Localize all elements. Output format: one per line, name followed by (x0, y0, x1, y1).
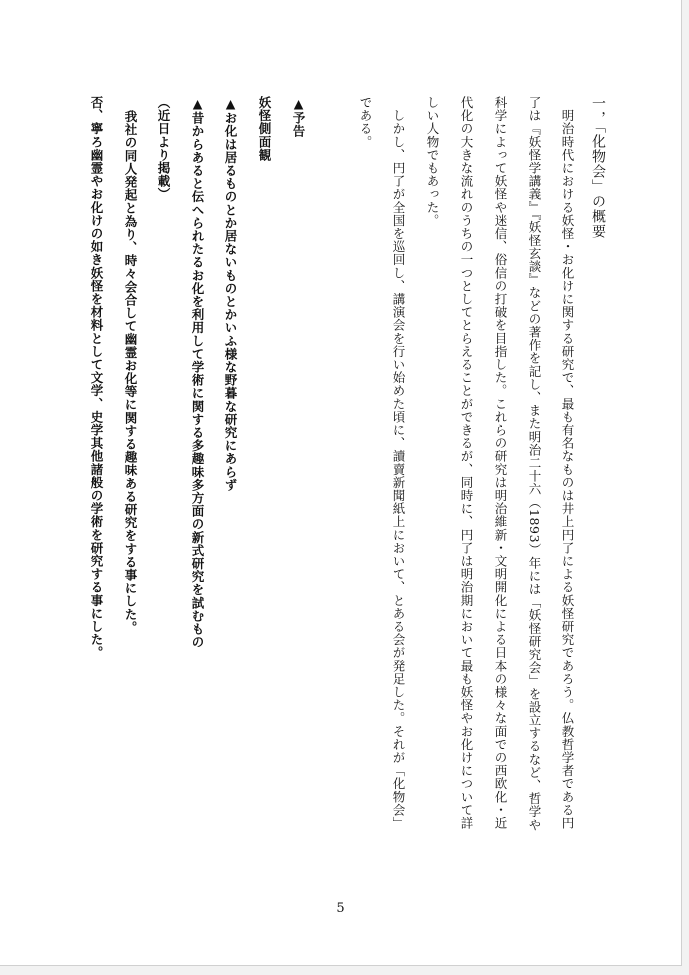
notice-note: （近日より掲載） (156, 96, 171, 201)
section-heading: 一，「化物会」の概要 (590, 96, 606, 239)
notice-line: 否、寧ろ幽霊やお化けの如き妖怪を材料として文学、史学其他諸般の学術を研究する事にした。 (89, 96, 104, 660)
paragraph-line: しい人物でもあった。 (425, 96, 440, 227)
paragraph-line: 明治時代における妖怪・お化けに関する研究で、最も有名なものは井上円了による妖怪研究であろう。仏教哲学者である円 (560, 96, 575, 830)
notice-subtitle: 妖怪側面観 (257, 96, 272, 162)
paragraph-line: しかし、円了が全国を巡回し、講演会を行い始めた頃に、讀賣新聞紙上において、とある会が発足した。それが「化物会」 (391, 96, 406, 830)
page-number: 5 (336, 901, 345, 916)
paragraph-line: である。 (358, 96, 373, 149)
paragraph-line: 代化の大きな流れのうちの一つとしてとらえることができるが、同時に、円了は明治期において最も妖怪やお化けについて詳 (459, 96, 474, 830)
paragraph-line: 科学によって妖怪や迷信、俗信の打破を目指した。これらの研究は明治維新・文明開化による日本の様々な面での西欧化・近 (493, 96, 508, 830)
notice-title: ▲予告 (291, 96, 306, 138)
notice-line: 我社の同人発起と為り、時々会合して幽霊お化等に関する趣味ある研究をする事にした。 (123, 110, 138, 634)
notice-item: ▲お化は居るものとか居ないものとかいふ様な野暮な研究にあらず (223, 96, 238, 492)
paragraph-line: 了は『妖怪学講義』『妖怪玄談』などの著作を記し、また明治二十六（1893）年には「妖怪研究会」を設立するなど、哲学や (527, 96, 542, 832)
notice-item: ▲昔からあると伝へられたるお化を利用して学術に関する多趣味多方面の新式研究を試むもの (190, 96, 205, 649)
